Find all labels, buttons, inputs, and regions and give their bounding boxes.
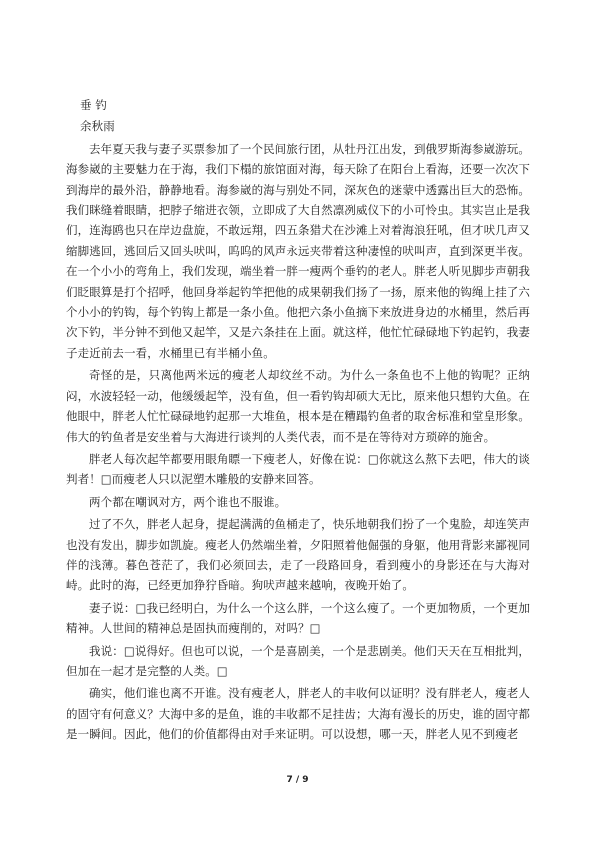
- paragraph: 过了不久，胖老人起身，提起满满的鱼桶走了，快乐地朝我们扮了一个鬼脸，却连笑声也没有发出，脚步如凯旋。瘦老人仍然端坐着，夕阳照着他倔强的身躯，他用背影来鄙视同伴的浅薄。暮色苍茫了，我们必须回去，走了一段路回身，看到瘦小的身影还在与大海对峙。此时的海，已经更加狰狞昏暗。狗吠声越来越响，夜晚开始了。: [66, 517, 530, 593]
- paragraph: 确实，他们谁也离不开谁。没有瘦老人，胖老人的丰收何以证明？没有胖老人，瘦老人的固守有何意义？大海中多的是鱼，谁的丰收都不足挂齿；大海有漫长的历史，谁的固守都是一瞬间。因此，他们的价值都得由对手来证明。可以设想，哪一天，胖老人见不到瘦老: [66, 686, 530, 742]
- paragraph: 奇怪的是，只离他两米远的瘦老人却纹丝不动。为什么一条鱼也不上他的钩呢？正纳闷，水波轻轻一动，他缓缓起竿，没有鱼，但一看钓钩却硕大无比，原来他只想钓大鱼。在他眼中，胖老人忙忙碌碌地钓起那一大堆鱼，根本是在糟蹋钓鱼者的取舍标准和堂皇形象。伟大的钓鱼者是安坐着与大海进行谈判的人类代表，而不是在等待对方琐碎的施舍。: [66, 368, 530, 444]
- paragraph: 妻子说：□我已经明白，为什么一个这么胖，一个这么瘦了。一个更加物质，一个更加精神。人世间的精神总是固执而瘦削的，对吗？□: [66, 600, 530, 636]
- paragraph: 我说：□说得好。但也可以说，一个是喜剧美，一个是悲剧美。他们天天在互相批判，但加在一起才是完整的人类。□: [66, 643, 530, 678]
- paragraph: 两个都在嘲讽对方，两个谁也不服谁。: [89, 494, 287, 509]
- article-title: 垂 钓: [80, 98, 107, 112]
- page-number: 7 / 9: [286, 775, 309, 785]
- paragraph: 胖老人每次起竿都要用眼角瞟一下瘦老人，好像在说：□你就这么熬下去吧，伟大的谈判者！□而瘦老人只以泥塑木雕般的安静来回答。: [66, 451, 530, 487]
- paragraph: 去年夏天我与妻子买票参加了一个民间旅行团，从牡丹江出发，到俄罗斯海参崴游玩。海参崴的主要魅力在于海，我们下榻的旅馆面对海，每天除了在阳台上看海，还要一次次下到海岸的最外沿，静静地看。海参崴的海与别处不同，深灰色的迷蒙中透露出巨大的恐怖。我们眯缝着眼睛，把脖子缩进衣领，立即成了大自然凛冽威仪下的小可怜虫。其实岂止是我们，连海鸥也只在岸边盘旋，不敢远翔，四五条猎犬在沙滩上对着海浪狂吼，但才吠几声又缩脚逃回，逃回后又回头吠叫，呜呜的风声永远夹带着这种凄惶的吠叫声，直到深更半夜。在一个小小的弯角上，我们发现，端坐着一胖一瘦两个垂钓的老人。胖老人听见脚步声朝我们眨眼算是打个招呼，他回身举起钓竿把他的成果朝我们扬了一扬，原来他的钩绳上挂了六个小小的钓钩，每个钓钩上都是一条小鱼。他把六条小鱼摘下来放进身边的水桶里，然后再次下钓，半分钟不到他又起竿，又是六条挂在上面。就这样，他忙忙碌碌地下钓起钓，我妻子走近前去一看，水桶里已有半桶小鱼。: [66, 141, 530, 360]
- article-author: 余秋雨: [80, 119, 115, 134]
- article-body: [66, 95, 530, 745]
